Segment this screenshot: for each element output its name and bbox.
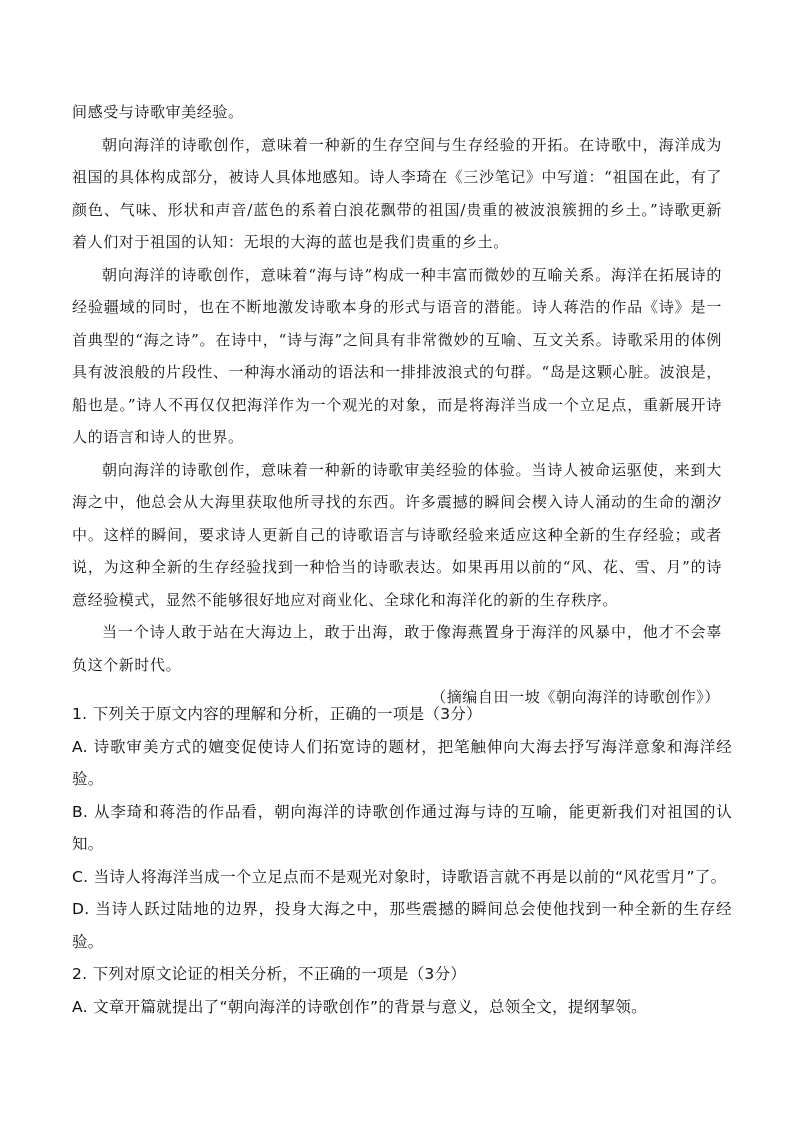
question-1-stem: 1. 下列关于原文内容的理解和分析，正确的一项是（3分）	[72, 705, 482, 723]
article-paragraph: 朝向海洋的诗歌创作，意味着一种新的生存空间与生存经验的开拓。在诗歌中，海洋成为祖国的具体构成部分，被诗人具体地感知。诗人李琦在《三沙笔记》中写道：“祖国在此，有了颜色、气味、形状和声音/蓝色的系着白浪花飘带的祖国/贵重的被波浪簇拥的乡土。”诗歌更新着人们对于祖国的认知：无垠的大海的蓝也是我们贵重的乡土。	[72, 135, 722, 251]
question-1-option-c: C. 当诗人将海洋当成一个立足点而不是观光对象时，诗歌语言就不再是以前的“风花雪月”了。	[72, 867, 727, 886]
article-paragraph: 间感受与诗歌审美经验。	[72, 103, 244, 121]
article-body	[72, 96, 722, 714]
question-1-option-a: A. 诗歌审美方式的嬗变促使诗人们拓宽诗的题材，把笔触伸向大海去抒写海洋意象和海洋经验。	[72, 737, 732, 788]
article-paragraph: 朝向海洋的诗歌创作，意味着一种新的诗歌审美经验的体验。当诗人被命运驱使，来到大海之中，他总会从大海里获取他所寻找的东西。许多震撼的瞬间会楔入诗人涌动的生命的潮汐中。这样的瞬间，要求诗人更新自己的诗歌语言与诗歌经验来适应这种全新的生存经验；或者说，为这种全新的生存经验找到一种恰当的诗歌表达。如果再用以前的“风、花、雪、月”的诗意经验模式，显然不能够很好地应对商业化、全球化和海洋化的新的生存秩序。	[72, 460, 722, 609]
question-2-option-a: A. 文章开篇就提出了“朝向海洋的诗歌创作”的背景与意义，总领全文，提纲挈领。	[72, 997, 647, 1016]
article-paragraph: 朝向海洋的诗歌创作，意味着“海与诗”构成一种丰富而微妙的互喻关系。海洋在拓展诗的经验疆域的同时，也在不断地激发诗歌本身的形式与语音的潜能。诗人蒋浩的作品《诗》是一首典型的“海之诗”。在诗中，“诗与海”之间具有非常微妙的互喻、互文关系。诗歌采用的体例具有波浪般的片段性、一种海水涌动的语法和一排排波浪式的句群。“岛是这颗心脏。波浪是，船也是。”诗人不再仅仅把海洋作为一个观光的对象，而是将海洋当成一个立足点，重新展开诗人的语言和诗人的世界。	[72, 265, 722, 446]
question-1-option-d: D. 当诗人跃过陆地的边界，投身大海之中，那些震撼的瞬间总会使他找到一种全新的生存经验。	[72, 900, 732, 951]
article-source: （摘编自田一坡《朝向海洋的诗歌创作》）	[431, 688, 720, 706]
question-2-stem: 2. 下列对原文论证的相关分析，不正确的一项是（3分）	[72, 965, 467, 983]
question-1-option-b: B. 从李琦和蒋浩的作品看，朝向海洋的诗歌创作通过海与诗的互喻，能更新我们对祖国的认知。	[72, 802, 732, 853]
article-paragraph: 当一个诗人敢于站在大海边上，敢于出海，敢于像海燕置身于海洋的风暴中，他才不会辜负这个新时代。	[72, 623, 722, 674]
question-section	[72, 698, 732, 1023]
